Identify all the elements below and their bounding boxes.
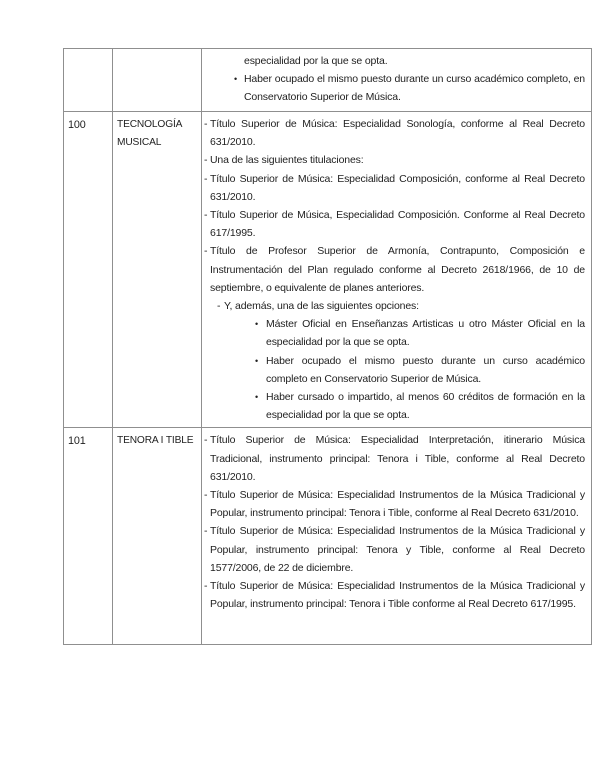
dash-text: Título Superior de Música: Especialidad Instrumentos de la Música Tradicional y Popular, instrumento principal: Tenora y Tible, conforme al Real Decreto 1577/2006, de 22 de diciembre. — [210, 525, 585, 574]
dash-text: Título Superior de Música: Especialidad Composición, conforme al Real Decreto 631/2010. — [210, 172, 585, 203]
table-row-101 — [64, 428, 591, 644]
requirements-cell — [202, 112, 591, 427]
continuation-line: especialidad por la que se opta. — [244, 55, 388, 67]
dash-item — [204, 151, 585, 169]
dash-text: Título Superior de Música: Especialidad Sonología, conforme al Real Decreto 631/2010. — [210, 118, 585, 149]
bullet-item — [204, 315, 585, 351]
dash-text: Título Superior de Música: Especialidad Instrumentos de la Música Tradicional y Popular, instrumento principal: Tenora i Tible, conforme al Real Decreto 631/2010. — [210, 489, 585, 520]
specialty-cell — [113, 428, 202, 644]
dash-text: Título Superior de Música: Especialidad Interpretación, itinerario Música Tradicional, instrumento principal: Tenora i Tible, conforme al Real Decreto 631/2010. — [210, 434, 585, 483]
dash-icon: - — [204, 172, 208, 185]
specialty-name: TENORA I TIBLE — [117, 435, 194, 447]
bullet-icon: • — [255, 392, 259, 403]
dash-icon: - — [204, 154, 208, 167]
requirements-cell — [202, 428, 591, 644]
dash-text: Una de las siguientes titulaciones: — [210, 154, 364, 167]
sub-dash-text: Y, además, una de las siguientes opciones: — [224, 300, 419, 313]
dash-icon: - — [204, 118, 208, 130]
dash-text: Título de Profesor Superior de Armonía, Contrapunto, Composición e Instrumentación del Plan regulado conforme al Decreto 2618/1966, de 10 de septiembre, o equivalente de planes anteriores. — [210, 245, 585, 294]
bullet-item — [204, 352, 585, 388]
specialties-table — [63, 48, 592, 645]
specialty-cell — [113, 49, 202, 111]
dash-item — [204, 115, 585, 151]
bullet-icon: • — [255, 319, 259, 330]
bullet-text: Haber cursado o impartido, al menos 60 créditos de formación en la especialidad por la que se opta. — [266, 391, 585, 422]
table-row-continuation — [64, 49, 591, 112]
code-cell — [64, 112, 113, 427]
dash-item — [204, 170, 585, 206]
dash-icon: - — [204, 525, 208, 538]
bullet-item — [204, 70, 585, 106]
bullet-item — [204, 388, 585, 424]
bullet-text: Haber ocupado el mismo puesto durante un curso académico completo, en Conservatorio Superior de Música. — [244, 73, 585, 104]
dash-text: Título Superior de Música: Especialidad Instrumentos de la Música Tradicional y Popular, instrumento principal: Tenora i Tible conforme al Real Decreto 617/1995. — [210, 580, 585, 611]
code-cell — [64, 428, 113, 644]
dash-item — [204, 431, 585, 486]
code-cell — [64, 49, 113, 111]
bullet-text: Máster Oficial en Enseñanzas Artisticas u otro Máster Oficial en la especialidad por la que se opta. — [266, 318, 585, 349]
dash-icon: - — [204, 434, 208, 447]
dash-icon: - — [204, 489, 208, 502]
dash-icon: - — [204, 209, 208, 222]
dash-icon: - — [217, 300, 221, 313]
table-row-100 — [64, 112, 591, 428]
dash-item — [204, 486, 585, 522]
specialty-code: 100 — [68, 119, 86, 131]
specialty-cell — [113, 112, 202, 427]
dash-item — [204, 577, 585, 613]
dash-item — [204, 522, 585, 577]
bullet-icon: • — [255, 355, 259, 366]
bullet-text: Haber ocupado el mismo puesto durante un curso académico completo en Conservatorio Superior de Música. — [266, 354, 585, 385]
dash-item — [204, 206, 585, 242]
dash-text: Título Superior de Música, Especialidad Composición. Conforme al Real Decreto 617/1995. — [210, 209, 585, 240]
bullet-icon: • — [234, 74, 238, 85]
specialty-name: TECNOLOGÍA MUSICAL — [117, 119, 182, 149]
sub-dash-item — [217, 297, 585, 315]
dash-icon: - — [204, 580, 208, 593]
requirements-cell — [202, 49, 591, 111]
dash-item — [204, 242, 585, 297]
dash-icon: - — [204, 245, 208, 258]
specialty-code: 101 — [68, 435, 86, 448]
